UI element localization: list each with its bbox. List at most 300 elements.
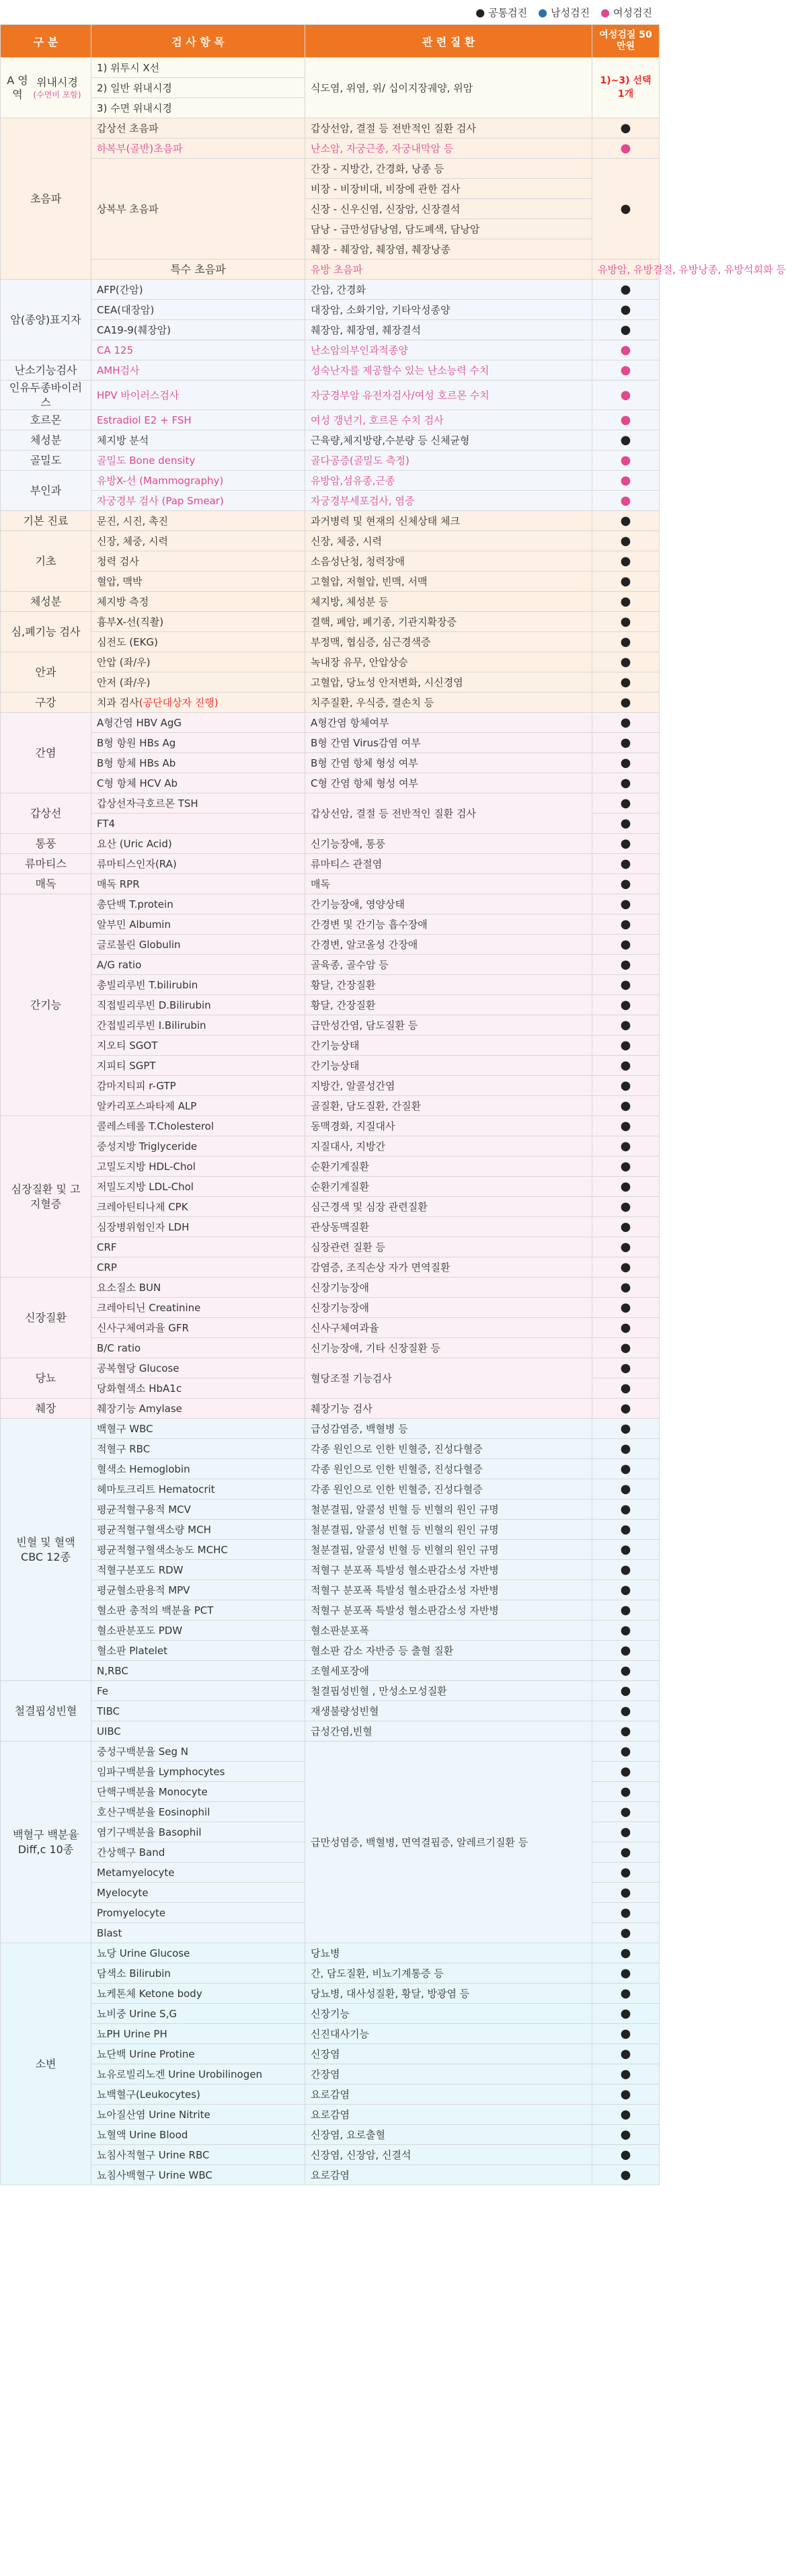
- disease-cell: 근육량,체지방량,수분량 등 신체균형: [305, 430, 592, 451]
- table-row: [1, 1540, 660, 1560]
- disease-cell: 요로감염: [305, 2084, 592, 2105]
- table-row: [1, 300, 660, 320]
- mark-cell: [592, 1197, 660, 1217]
- checkup-table: [0, 24, 786, 2185]
- category-label: 심,폐기능 검사: [1, 612, 91, 652]
- mark-cell: [592, 2064, 660, 2084]
- disease-cell: 성숙난자를 제공할수 있는 난소능력 수치: [305, 360, 592, 381]
- item-cell: 혈압, 맥박: [91, 572, 305, 592]
- item-cell: 헤마토크리트 Hematocrit: [91, 1479, 305, 1499]
- check-dot-icon: ●: [620, 554, 631, 569]
- disease-cell: 황달, 간장질환: [305, 995, 592, 1015]
- area-label: A 영역: [7, 73, 28, 101]
- disease-cell: 고혈압, 당뇨성 안저변화, 시신경염: [305, 672, 592, 693]
- disease-cell: 적혈구 분포폭 특발성 혈소판감소성 자반병: [305, 1580, 592, 1600]
- mark-cell: [592, 1419, 660, 1439]
- disease-cell: 치주질환, 우식증, 결손치 등: [305, 693, 592, 713]
- table-row: [1, 1015, 660, 1036]
- check-dot-icon: ●: [620, 1684, 631, 1699]
- mark-cell: [592, 159, 660, 260]
- mark-cell: [592, 1378, 660, 1399]
- item-cell: AMH검사: [91, 360, 305, 381]
- disease-cell: 대장암, 소화기암, 기타악성종양: [305, 300, 592, 320]
- table-row: [1, 1278, 660, 1298]
- check-dot-icon: ●: [620, 917, 631, 932]
- mark-cell: [592, 1681, 660, 1701]
- disease-cell: 간기능상태: [305, 1056, 592, 1076]
- check-dot-icon: ●: [620, 1341, 631, 1356]
- disease-cell: 급성간염,빈혈: [305, 1721, 592, 1742]
- disease-cell: 신장 - 신우신염, 신장암, 신장결석: [305, 199, 592, 219]
- category-label: 췌장: [1, 1399, 91, 1419]
- table-row: [1, 1721, 660, 1742]
- mark-cell: [592, 2105, 660, 2125]
- item-cell: 뇨비중 Urine S,G: [91, 2004, 305, 2024]
- mark-cell: [592, 340, 660, 360]
- item-cell: 알부민 Albumin: [91, 914, 305, 935]
- mark-cell: [592, 672, 660, 693]
- mark-cell: [592, 1237, 660, 1257]
- table-row: [1, 733, 660, 753]
- disease-cell: 체지방, 체성분 등: [305, 592, 592, 612]
- mark-cell: [592, 1096, 660, 1116]
- item-cell: 백혈구 WBC: [91, 1419, 305, 1439]
- table-row: [1, 410, 660, 430]
- item-cell: 혈소판 총적의 백분율 PCT: [91, 1600, 305, 1621]
- check-dot-icon: ●: [620, 1421, 631, 1436]
- table-row: [1, 592, 660, 612]
- area-subnote: (수면비 포함): [33, 90, 81, 100]
- item-cell: [91, 693, 305, 713]
- check-dot-icon: ●: [620, 1845, 631, 1860]
- mark-cell: [592, 612, 660, 632]
- item-cell: 고밀도지방 HDL-Chol: [91, 1157, 305, 1177]
- item-cell: 크레아티닌 Creatinine: [91, 1298, 305, 1318]
- check-dot-icon: ●: [620, 1159, 631, 1174]
- table-row: [1, 1177, 660, 1197]
- disease-cell: 신기능장애, 통풍: [305, 834, 592, 854]
- option-cell: [592, 58, 660, 118]
- item-cell: 안압 (좌/우): [91, 652, 305, 672]
- table-row: [1, 935, 660, 955]
- check-dot-icon: ●: [620, 1139, 631, 1154]
- table-row: [1, 2165, 660, 2185]
- check-dot-icon: ●: [620, 2067, 631, 2082]
- check-dot-icon: ●: [620, 433, 631, 448]
- table-row: [1, 1600, 660, 1621]
- check-dot-icon: ●: [620, 1482, 631, 1497]
- disease-cell: 순환기계질환: [305, 1177, 592, 1197]
- legend-dot-icon: ●: [538, 5, 548, 19]
- mark-cell: [592, 1863, 660, 1883]
- category-label: 백혈구 백분율 Diff,c 10종: [1, 1742, 91, 1943]
- mark-cell: [592, 773, 660, 793]
- item-cell: 하복부(골반)초음파: [91, 139, 305, 159]
- item-cell: 지오티 SGOT: [91, 1036, 305, 1056]
- item-cell: FT4: [91, 814, 305, 834]
- table-row: [1, 2145, 660, 2165]
- check-dot-icon: ●: [620, 2128, 631, 2142]
- item-note: (공단대상자 진행): [139, 697, 219, 709]
- item-cell: 알카리포스파타제 ALP: [91, 1096, 305, 1116]
- item-cell: B형 항원 HBs Ag: [91, 733, 305, 753]
- table-row: [1, 280, 660, 300]
- table-row: [1, 451, 660, 471]
- mark-cell: [592, 1479, 660, 1499]
- check-dot-icon: ●: [620, 1079, 631, 1093]
- item-cell: 중성지방 Triglyceride: [91, 1136, 305, 1157]
- check-dot-icon: ●: [620, 695, 631, 710]
- category-label: 체성분: [1, 592, 91, 612]
- check-dot-icon: ●: [620, 534, 631, 549]
- mark-cell: [592, 632, 660, 652]
- check-dot-icon: ●: [620, 1603, 631, 1618]
- area-sublabel: 위내시경: [36, 75, 78, 89]
- item-cell: 간접빌리루빈 I.Bilirubin: [91, 1015, 305, 1036]
- disease-cell: 난소암, 자궁근종, 자궁내막암 등: [305, 139, 592, 159]
- category-label: 갑상선: [1, 793, 91, 834]
- mark-cell: [592, 360, 660, 381]
- table-row: [1, 1056, 660, 1076]
- mark-cell: [592, 1177, 660, 1197]
- disease-cell: 신장기능장애: [305, 1298, 592, 1318]
- disease-cell: 급만성염증, 백혈병, 면역결핍증, 알레르기질환 등: [305, 1742, 592, 1943]
- disease-cell: 지질대사, 지방간: [305, 1136, 592, 1157]
- disease-cell: 혈당조절 기능검사: [305, 1358, 592, 1399]
- table-row: [1, 1036, 660, 1056]
- table-row: [1, 118, 660, 139]
- disease-cell: 자궁경부세포검사, 염증: [305, 491, 592, 511]
- table-row: [1, 1439, 660, 1459]
- mark-cell: [592, 733, 660, 753]
- category-label: 류마티스: [1, 854, 91, 874]
- category-label: 기본 진료: [1, 511, 91, 531]
- check-dot-icon: ●: [620, 1825, 631, 1840]
- mark-cell: [592, 451, 660, 471]
- disease-cell: 관상동맥질환: [305, 1217, 592, 1237]
- table-row: [1, 58, 660, 78]
- check-dot-icon: ●: [620, 1038, 631, 1053]
- check-dot-icon: ●: [620, 1300, 631, 1315]
- item-cell: 공복혈당 Glucose: [91, 1358, 305, 1378]
- item-cell: 저밀도지방 LDL-Chol: [91, 1177, 305, 1197]
- item-cell: N,RBC: [91, 1661, 305, 1681]
- disease-cell: 신장기능: [305, 2004, 592, 2024]
- mark-cell: [592, 2125, 660, 2145]
- check-dot-icon: ●: [620, 715, 631, 730]
- check-dot-icon: ●: [620, 202, 631, 216]
- table-row: [1, 1580, 660, 1600]
- check-dot-icon: ●: [620, 1764, 631, 1779]
- table-row: [1, 1661, 660, 1681]
- check-dot-icon: ●: [620, 2047, 631, 2062]
- item-cell: TIBC: [91, 1701, 305, 1721]
- disease-cell: 급성감염증, 백혈병 등: [305, 1419, 592, 1439]
- item-cell: CEA(대장암): [91, 300, 305, 320]
- disease-cell: 철분결핍, 알콜성 빈혈 등 빈혈의 원인 규명: [305, 1520, 592, 1540]
- item-cell: 요소질소 BUN: [91, 1278, 305, 1298]
- category-label: 체성분: [1, 430, 91, 451]
- mark-cell: [592, 280, 660, 300]
- mark-cell: [592, 1257, 660, 1278]
- mark-cell: [592, 1762, 660, 1782]
- table-row: [1, 914, 660, 935]
- mark-cell: [592, 592, 660, 612]
- mark-cell: [592, 1116, 660, 1136]
- category-label: 암(종양)표지자: [1, 280, 91, 360]
- table-row: [1, 1963, 660, 1984]
- disease-cell: 혈소판분포폭: [305, 1621, 592, 1641]
- item-cell: 글로불린 Globulin: [91, 935, 305, 955]
- check-dot-icon: ●: [620, 1563, 631, 1577]
- check-dot-icon: ●: [620, 303, 631, 317]
- table-row: [1, 1096, 660, 1116]
- check-dot-icon: ●: [620, 1462, 631, 1477]
- check-dot-icon: ●: [620, 2148, 631, 2162]
- table-row: [1, 1701, 660, 1721]
- check-dot-icon: ●: [620, 1946, 631, 1961]
- mark-cell: [592, 975, 660, 995]
- disease-cell: 감염증, 조직손상 자가 면역질환: [305, 1257, 592, 1278]
- disease-cell: 혈소판 감소 자반증 등 출혈 질환: [305, 1641, 592, 1661]
- item-cell: 매독 RPR: [91, 874, 305, 894]
- table-row: [1, 894, 660, 914]
- mark-cell: [592, 874, 660, 894]
- disease-cell: B형 간염 Virus감염 여부: [305, 733, 592, 753]
- item-cell: 1) 위투시 X선: [91, 58, 305, 78]
- table-row: [1, 854, 660, 874]
- check-dot-icon: ●: [620, 1240, 631, 1255]
- mark-cell: [592, 1399, 660, 1419]
- category-label: 인유두종바이러스: [1, 381, 91, 410]
- item-cell: 간상핵구 Band: [91, 1842, 305, 1863]
- item-cell: 직접빌리루빈 D.Bilirubin: [91, 995, 305, 1015]
- header-package: 여성검질 50만원: [592, 25, 660, 58]
- table-row: [1, 1338, 660, 1358]
- check-dot-icon: ●: [620, 1664, 631, 1678]
- disease-cell: 소음성난청, 청력장애: [305, 551, 592, 572]
- check-dot-icon: ●: [620, 756, 631, 771]
- mark-cell: [592, 118, 660, 139]
- check-dot-icon: ●: [620, 615, 631, 629]
- item-cell: 뇨PH Urine PH: [91, 2024, 305, 2044]
- item-cell: 청력 검사: [91, 551, 305, 572]
- check-dot-icon: ●: [620, 1502, 631, 1517]
- mark-cell: [592, 2145, 660, 2165]
- legend-label: 공통검진: [488, 6, 528, 19]
- disease-cell: 류마티스 관절염: [305, 854, 592, 874]
- check-dot-icon: ●: [620, 1623, 631, 1638]
- table-row: [1, 693, 660, 713]
- item-cell: Metamyelocyte: [91, 1863, 305, 1883]
- check-dot-icon: ●: [620, 574, 631, 589]
- disease-cell: 적혈구 분포폭 특발성 혈소판감소성 자반병: [305, 1560, 592, 1580]
- check-dot-icon: ●: [620, 736, 631, 750]
- item-cell: 평균적혈구혈색소농도 MCHC: [91, 1540, 305, 1560]
- check-dot-icon: ●: [620, 675, 631, 690]
- disease-cell: 췌장암, 췌장염, 췌장결석: [305, 320, 592, 340]
- item-cell: Myelocyte: [91, 1883, 305, 1903]
- disease-cell: 황달, 간장질환: [305, 975, 592, 995]
- disease-cell: 갑상선암, 결절 등 전반적인 질환 검사: [305, 793, 592, 834]
- disease-cell: 여성 갱년기, 호르몬 수치 검사: [305, 410, 592, 430]
- table-row: [1, 491, 660, 511]
- mark-cell: [592, 430, 660, 451]
- check-dot-icon: ●: [620, 958, 631, 972]
- mark-cell: [592, 1923, 660, 1943]
- table-row: [1, 1197, 660, 1217]
- item-cell: C형 항체 HCV Ab: [91, 773, 305, 793]
- table-row: [1, 551, 660, 572]
- check-dot-icon: ●: [620, 1018, 631, 1033]
- mark-cell: [592, 955, 660, 975]
- table-row: [1, 1479, 660, 1499]
- mark-cell: [592, 1318, 660, 1338]
- table-row: [1, 2044, 660, 2064]
- table-row: [1, 159, 660, 179]
- disease-cell: 요로감염: [305, 2165, 592, 2185]
- table-row: [1, 1298, 660, 1318]
- category-label: 안과: [1, 652, 91, 693]
- item-cell: B형 항체 HBs Ab: [91, 753, 305, 773]
- mark-cell: [592, 914, 660, 935]
- check-dot-icon: ●: [620, 635, 631, 650]
- mark-cell: [592, 2044, 660, 2064]
- check-dot-icon: ●: [620, 1805, 631, 1820]
- table-row: [1, 713, 660, 733]
- disease-cell: 심근경색 및 심장 관련질환: [305, 1197, 592, 1217]
- table-row: [1, 1217, 660, 1237]
- check-dot-icon: ●: [620, 343, 631, 357]
- item-cell: A형간염 HBV AgG: [91, 713, 305, 733]
- legend-label: 여성검진: [613, 6, 652, 19]
- mark-cell: [592, 1701, 660, 1721]
- table-row: [1, 1116, 660, 1136]
- mark-cell: [592, 1641, 660, 1661]
- item-cell: Promyelocyte: [91, 1903, 305, 1923]
- table-row: [1, 1257, 660, 1278]
- mark-cell: [592, 834, 660, 854]
- legend-item: [600, 5, 652, 19]
- disease-cell: 매독: [305, 874, 592, 894]
- disease-cell: 자궁경부암 유전자검사/여성 호르몬 수치: [305, 381, 592, 410]
- item-cell: 적혈구분포도 RDW: [91, 1560, 305, 1580]
- disease-cell: 간장 - 지방간, 간경화, 낭종 등: [305, 159, 592, 179]
- item-cell: 자궁경부 검사 (Pap Smear): [91, 491, 305, 511]
- check-dot-icon: ●: [620, 2027, 631, 2041]
- table-row: [1, 531, 660, 551]
- table-row: [1, 2084, 660, 2105]
- table-row: [1, 2004, 660, 2024]
- mark-cell: [592, 1338, 660, 1358]
- item-cell: 뇨당 Urine Glucose: [91, 1943, 305, 1963]
- table-row: [1, 834, 660, 854]
- check-dot-icon: ●: [620, 514, 631, 529]
- item-cell: 감마지티피 r-GTP: [91, 1076, 305, 1096]
- item-cell: 골밀도 Bone density: [91, 451, 305, 471]
- item-cell: 유방X-선 (Mammography): [91, 471, 305, 491]
- table-row: [1, 1943, 660, 1963]
- mark-cell: [592, 551, 660, 572]
- check-dot-icon: ●: [620, 1099, 631, 1114]
- mark-cell: [592, 894, 660, 914]
- check-dot-icon: ●: [620, 594, 631, 609]
- check-dot-icon: ●: [620, 1885, 631, 1900]
- table-row: [1, 1399, 660, 1419]
- item-cell: 뇨단백 Urine Protine: [91, 2044, 305, 2064]
- mark-cell: [592, 1842, 660, 1863]
- table-row: [1, 612, 660, 632]
- mark-cell: [592, 1540, 660, 1560]
- mark-cell: [592, 753, 660, 773]
- check-dot-icon: ●: [620, 494, 631, 508]
- check-dot-icon: ●: [620, 998, 631, 1013]
- legend-label: 남성검진: [551, 6, 590, 19]
- table-row: [1, 1520, 660, 1540]
- item-cell: 적혈구 RBC: [91, 1439, 305, 1459]
- check-dot-icon: ●: [620, 978, 631, 992]
- category-label: 특수 초음파: [91, 260, 305, 280]
- item-cell: CA19-9(췌장암): [91, 320, 305, 340]
- disease-cell: 신장염, 요로출혈: [305, 2125, 592, 2145]
- disease-cell: 재생불량성빈혈: [305, 1701, 592, 1721]
- item-cell: 뇨아질산염 Urine Nitrite: [91, 2105, 305, 2125]
- table-row: [1, 1358, 660, 1378]
- item-cell: 갑상선자극호르몬 TSH: [91, 793, 305, 814]
- table-row: [1, 1237, 660, 1257]
- item-cell: 임파구백분율 Lymphocytes: [91, 1762, 305, 1782]
- check-dot-icon: ●: [620, 1986, 631, 2001]
- mark-cell: [592, 2165, 660, 2185]
- table-row: [1, 1742, 660, 1762]
- check-dot-icon: ●: [620, 816, 631, 831]
- mark-cell: [592, 2024, 660, 2044]
- check-dot-icon: ●: [620, 1220, 631, 1235]
- disease-cell: 신장염, 신장암, 신결석: [305, 2145, 592, 2165]
- disease-cell: 골질환, 담도질환, 간질환: [305, 1096, 592, 1116]
- item-cell: 뇨침사적혈구 Urine RBC: [91, 2145, 305, 2165]
- item-cell: Fe: [91, 1681, 305, 1701]
- disease-cell: 간기능상태: [305, 1036, 592, 1056]
- disease-cell: 녹내장 유무, 안압상승: [305, 652, 592, 672]
- item-cell: 심장병위험인자 LDH: [91, 1217, 305, 1237]
- category-label: 난소기능검사: [1, 360, 91, 381]
- item-cell: 체지방 측정: [91, 592, 305, 612]
- check-dot-icon: ●: [620, 2168, 631, 2183]
- legend-dot-icon: ●: [600, 5, 611, 19]
- item-cell: 상복부 초음파: [91, 159, 305, 260]
- mark-cell: [592, 1621, 660, 1641]
- category-label: 신장질환: [1, 1278, 91, 1358]
- category-label: 빈혈 및 혈액 CBC 12종: [1, 1419, 91, 1681]
- check-dot-icon: ●: [620, 1865, 631, 1880]
- mark-cell: [592, 1217, 660, 1237]
- category-label: 간염: [1, 713, 91, 793]
- item-cell: 지피티 SGPT: [91, 1056, 305, 1076]
- mark-cell: [592, 300, 660, 320]
- mark-cell: [592, 1742, 660, 1762]
- disease-cell: 적혈구 분포폭 특발성 혈소판감소성 자반병: [305, 1600, 592, 1621]
- disease-cell: 신진대사기능: [305, 2024, 592, 2044]
- check-dot-icon: ●: [620, 1543, 631, 1557]
- disease-cell: 각종 원인으로 인한 빈혈증, 진성다혈증: [305, 1459, 592, 1479]
- table-row: [1, 1136, 660, 1157]
- table-row: [1, 1681, 660, 1701]
- table-row: [1, 139, 660, 159]
- category-label: [1, 58, 91, 118]
- item-cell: 염기구백분율 Basophil: [91, 1822, 305, 1842]
- disease-cell: C형 간염 항체 형성 여부: [305, 773, 592, 793]
